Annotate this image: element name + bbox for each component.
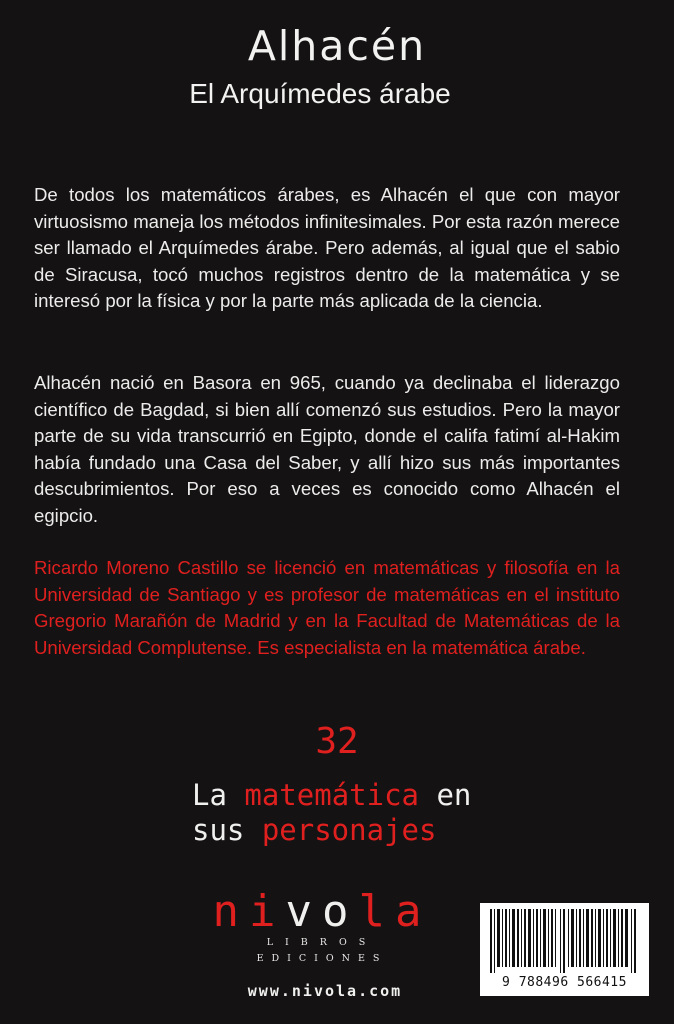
isbn-number: 9 788496 566415: [502, 975, 627, 990]
series-number: 32: [315, 721, 359, 762]
barcode-icon: [490, 909, 639, 973]
series-word-matematica: matemática: [244, 778, 419, 812]
barcode-panel: [480, 903, 649, 996]
book-title: Alhacén: [247, 22, 427, 70]
author-bio: Ricardo Moreno Castillo se licenció en matemáticas y filosofía en la Universidad de Santiago y es profesor de matemáticas en el instituto Gregorio Marañón de Madrid y en la Facultad de Matemáticas de la Universidad Complutense. Es especialista en la matemática árabe.: [34, 557, 620, 658]
publisher-logo-word: nivola: [212, 886, 432, 937]
series-word-personajes: personajes: [261, 813, 437, 847]
series-word-la: La: [192, 778, 245, 812]
series-title-line-2: [192, 813, 436, 847]
series-word-sus: sus: [192, 813, 262, 847]
publisher-logo: [212, 886, 432, 966]
series-title-line-1: [192, 778, 471, 812]
book-subtitle: El Arquímedes árabe: [189, 78, 451, 109]
description-paragraph-2: Alhacén nació en Basora en 965, cuando ya declinaba el liderazgo científico de Bagdad, si bien allí comenzó sus estudios. Pero la mayor parte de su vida transcurrió en Egipto, donde el califa fatimí al-Hakim había fundado una Casa del Saber, y allí hizo sus más importantes descubrimientos. Por eso a veces es conocido como Alhacén el egipcio.: [34, 372, 620, 526]
publisher-logo-ediciones: EDICIONES: [256, 953, 388, 964]
series-word-en: en: [419, 778, 472, 812]
publisher-website: www.nivola.com: [247, 982, 403, 1000]
publisher-logo-libros: LIBROS: [266, 937, 378, 948]
description-paragraph-1: De todos los matemáticos árabes, es Alhacén el que con mayor virtuosismo maneja los métodos infinitesimales. Por esta razón merece ser llamado el Arquímedes árabe. Pero además, al igual que el sabio de Siracusa, tocó muchos registros dentro de la matemática y se interesó por la física y por la parte más aplicada de la ciencia.: [34, 184, 620, 311]
